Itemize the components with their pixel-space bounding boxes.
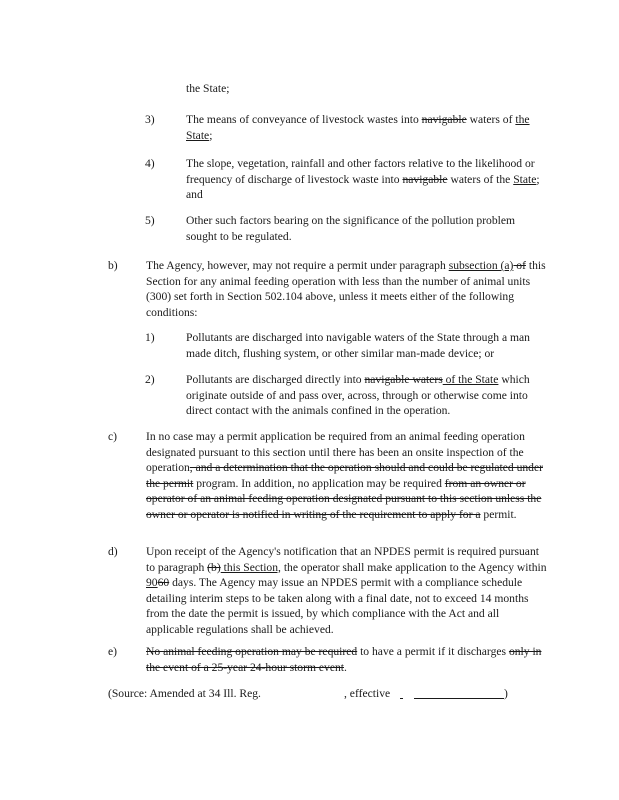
para-text-b xyxy=(146,258,548,320)
struck-text: navigable xyxy=(402,172,448,186)
item-text-4 xyxy=(186,156,548,203)
text-run: ; and xyxy=(186,172,540,202)
text-run: the operator shall make application to the Agency within xyxy=(280,560,547,574)
para-text-e xyxy=(146,644,548,675)
text-run: Pollutants are discharged directly into xyxy=(186,373,365,386)
para-text-c xyxy=(146,429,548,523)
struck-text: (b) xyxy=(207,560,221,574)
text-run: The Agency, however, may not require a permit under paragraph xyxy=(146,259,449,272)
para-label-e: e) xyxy=(108,645,118,658)
item-label-b1: 1) xyxy=(145,331,155,344)
underlined-text: of the State xyxy=(442,373,499,386)
underlined-text: this Section, xyxy=(220,560,281,574)
para-label-c: c) xyxy=(108,430,118,443)
source-effective: , effective xyxy=(344,687,391,700)
text-run: to have a permit if it discharges xyxy=(357,645,509,658)
text-run: ; xyxy=(209,128,213,142)
struck-text: navigable xyxy=(421,113,467,126)
item-label-4: 4) xyxy=(145,157,155,170)
text-run: which originate outside of and pass over, across, through or otherwise come into direct contact with the animals confined in the operation. xyxy=(186,373,530,418)
item-text-b2 xyxy=(186,372,548,419)
underlined-text: subsection (a) xyxy=(448,259,514,272)
text-run: In no case may a permit application be required from an animal feeding operation designated pursuant to this section until there has been an onsite inspection of the operation xyxy=(146,430,525,475)
struck-text: of xyxy=(513,259,526,272)
text-run: The slope, vegetation, rainfall and other factors relative to the likelihood or frequency of discharge of livestock waste into xyxy=(186,157,535,186)
underlined-text: State xyxy=(513,172,537,186)
blank-mark xyxy=(400,698,403,699)
text-run: days. The Agency may issue an NPDES permit with a compliance schedule detailing interim steps to be taken along with a final date, not to exceed 14 months from the date the permit is issued, by which compliance with the Act and all applicable regulations shall be achieved. xyxy=(146,576,529,636)
para-label-b: b) xyxy=(108,259,118,272)
text-run: this Section for any animal feeding operation with less than the number of animal units (300) set forth in Section 502.104 above, unless it meets either of the following conditions: xyxy=(146,259,546,319)
item-label-3: 3) xyxy=(145,113,155,126)
struck-text: No animal feeding operation may be required xyxy=(146,645,358,658)
text-run: waters of the xyxy=(447,172,514,186)
item-text-5: Other such factors bearing on the significance of the pollution problem sought to be regulated. xyxy=(186,214,516,243)
effective-date-blank xyxy=(414,698,504,699)
source-close: ) xyxy=(504,687,508,700)
struck-text: , and a determination that the operation should and could be regulated under the permit xyxy=(146,461,543,490)
item-label-b2: 2) xyxy=(145,373,155,386)
text-run: program. In addition, no application may be required xyxy=(193,476,445,490)
underlined-text: the State xyxy=(186,113,530,142)
struck-text: navigable waters xyxy=(364,373,443,386)
struck-text: from an owner or operator of an animal feeding operation designated pursuant to this section unless the owner or operator is notified in writing of the requirement to apply for a xyxy=(146,476,542,521)
text-run: . xyxy=(344,660,347,674)
continuation-text: the State; xyxy=(186,82,230,95)
item-label-5: 5) xyxy=(145,214,155,227)
text-run: waters of xyxy=(466,113,516,126)
para-text-d xyxy=(146,544,548,638)
para-label-d: d) xyxy=(108,545,118,558)
source-prefix: (Source: Amended at 34 Ill. Reg. xyxy=(108,687,261,700)
source-line xyxy=(108,686,548,704)
item-text-3 xyxy=(186,112,548,143)
struck-text: 60 xyxy=(157,576,170,590)
item-text-b1: Pollutants are discharged into navigable waters of the State through a man made ditch, flushing system, or other similar man-made device; or xyxy=(186,331,530,360)
underlined-text: 90 xyxy=(146,576,158,590)
text-run: Upon receipt of the Agency's notification that an NPDES permit is required pursuant to paragraph xyxy=(146,545,539,574)
text-run: The means of conveyance of livestock wastes into xyxy=(186,113,422,126)
struck-text: only in the event of a 25-year 24-hour storm event xyxy=(146,645,542,674)
text-run: permit. xyxy=(480,507,517,521)
